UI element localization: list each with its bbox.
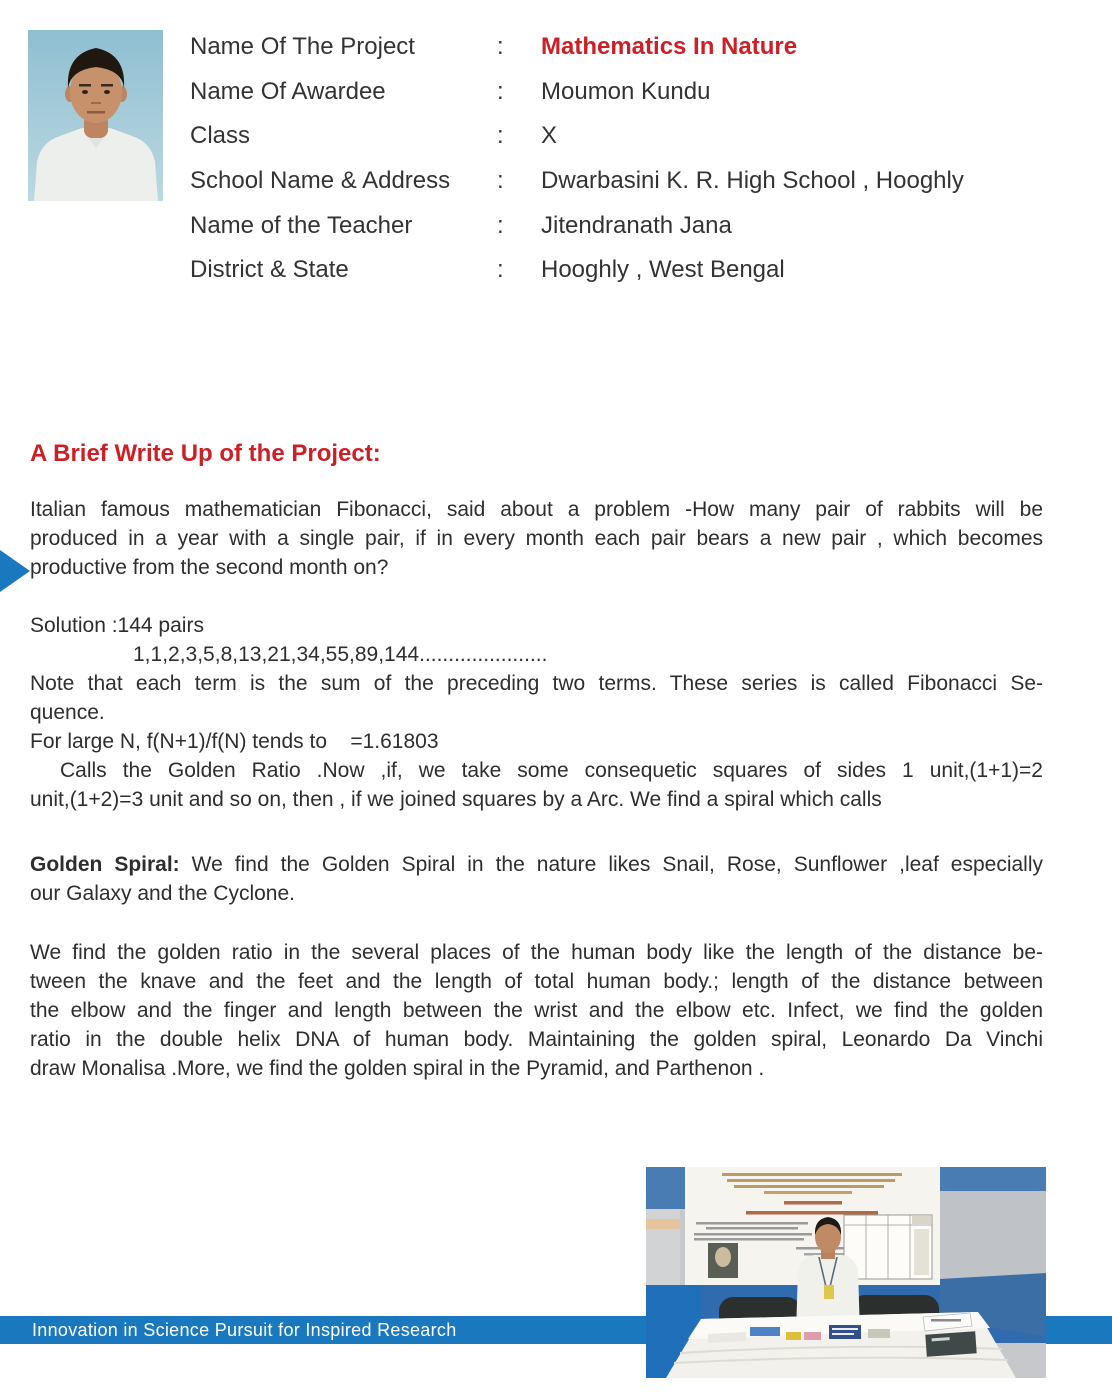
info-separator: : <box>497 167 504 195</box>
info-label: Name Of Awardee <box>190 77 386 105</box>
golden-ratio-value-line: For large N, f(N+1)/f(N) tends to =1.61803 <box>30 730 439 753</box>
golden-spiral-label: Golden Spiral: <box>30 853 180 876</box>
paragraph-line: unit,(1+2)=3 unit and so on, then , if we joined squares by a Arc. We find a spiral which calls <box>30 788 882 811</box>
info-separator: : <box>497 211 504 239</box>
class-value: X <box>541 122 558 150</box>
margin-arrow-icon <box>0 550 30 592</box>
paragraph-gap <box>30 814 1043 850</box>
info-label: Name Of The Project <box>190 33 415 61</box>
info-separator: : <box>497 33 504 61</box>
teacher-name: Jitendranath Jana <box>541 211 732 239</box>
info-separator: : <box>497 256 504 284</box>
project-title: Mathematics In Nature <box>541 33 798 61</box>
awardee-photo-graphic <box>28 30 163 201</box>
info-row-class <box>190 114 1070 159</box>
fibonacci-series-line: 1,1,2,3,5,8,13,21,34,55,89,144...................... <box>133 643 548 666</box>
paragraph-gap <box>30 582 1043 611</box>
info-row-awardee <box>190 70 1070 115</box>
paragraph-line: Italian famous mathematician Fibonacci, said about a problem -How many pair of rabbits will be <box>30 498 1043 521</box>
paragraph-gap <box>30 908 1043 938</box>
paragraph-line: ratio in the double helix DNA of human body. Maintaining the golden spiral, Leonardo Da Vinchi <box>30 1028 1043 1051</box>
paragraph-line: Calls the Golden Ratio .Now ,if, we take some consequetic squares of sides 1 unit,(1+1)=2 <box>60 759 1043 782</box>
info-separator: : <box>497 122 504 150</box>
info-separator: : <box>497 77 504 105</box>
district-state: Hooghly , West Bengal <box>541 256 785 284</box>
writeup-body <box>30 495 1043 1083</box>
paragraph-line: our Galaxy and the Cyclone. <box>30 882 295 905</box>
school-name: Dwarbasini K. R. High School , Hooghly <box>541 167 964 195</box>
booth-photo-graphic <box>646 1167 1046 1378</box>
paragraph-line: the elbow and the finger and length between the wrist and the elbow etc. Infect, we find the golden <box>30 999 1043 1022</box>
paragraph-line: produced in a year with a single pair, if in every month each pair bears a new pair , which becomes <box>30 527 1043 550</box>
paragraph-line: productive from the second month on? <box>30 556 389 579</box>
info-row-school <box>190 159 1070 204</box>
paragraph-line: Note that each term is the sum of the preceding two terms. These series is called Fibonacci Se- <box>30 672 1043 695</box>
info-label: Class <box>190 122 251 150</box>
footer-slogan: Innovation in Science Pursuit for Inspired Research <box>32 1319 457 1340</box>
info-row-teacher <box>190 203 1070 248</box>
info-label: Name of the Teacher <box>190 211 413 239</box>
paragraph-line: draw Monalisa .More, we find the golden spiral in the Pyramid, and Parthenon . <box>30 1057 765 1080</box>
awardee-photo <box>28 30 163 201</box>
paragraph-line: tween the knave and the feet and the length of total human body.; length of the distance between <box>30 970 1043 993</box>
paragraph-text: We find the Golden Spiral in the nature likes Snail, Rose, Sunflower ,leaf especially <box>179 853 1044 876</box>
info-row-project <box>190 25 1070 70</box>
booth-photo <box>646 1167 1046 1378</box>
awardee-name: Moumon Kundu <box>541 77 711 105</box>
solution-line: Solution :144 pairs <box>30 614 204 637</box>
info-label: District & State <box>190 256 349 284</box>
project-info-table <box>190 25 1070 293</box>
writeup-heading: A Brief Write Up of the Project: <box>30 440 381 467</box>
paragraph-line: We find the golden ratio in the several places of the human body like the length of the distance be- <box>30 941 1043 964</box>
paragraph-line: quence. <box>30 701 105 724</box>
info-row-district <box>190 248 1070 293</box>
paragraph-line <box>30 850 1043 879</box>
info-label: School Name & Address <box>190 167 451 195</box>
